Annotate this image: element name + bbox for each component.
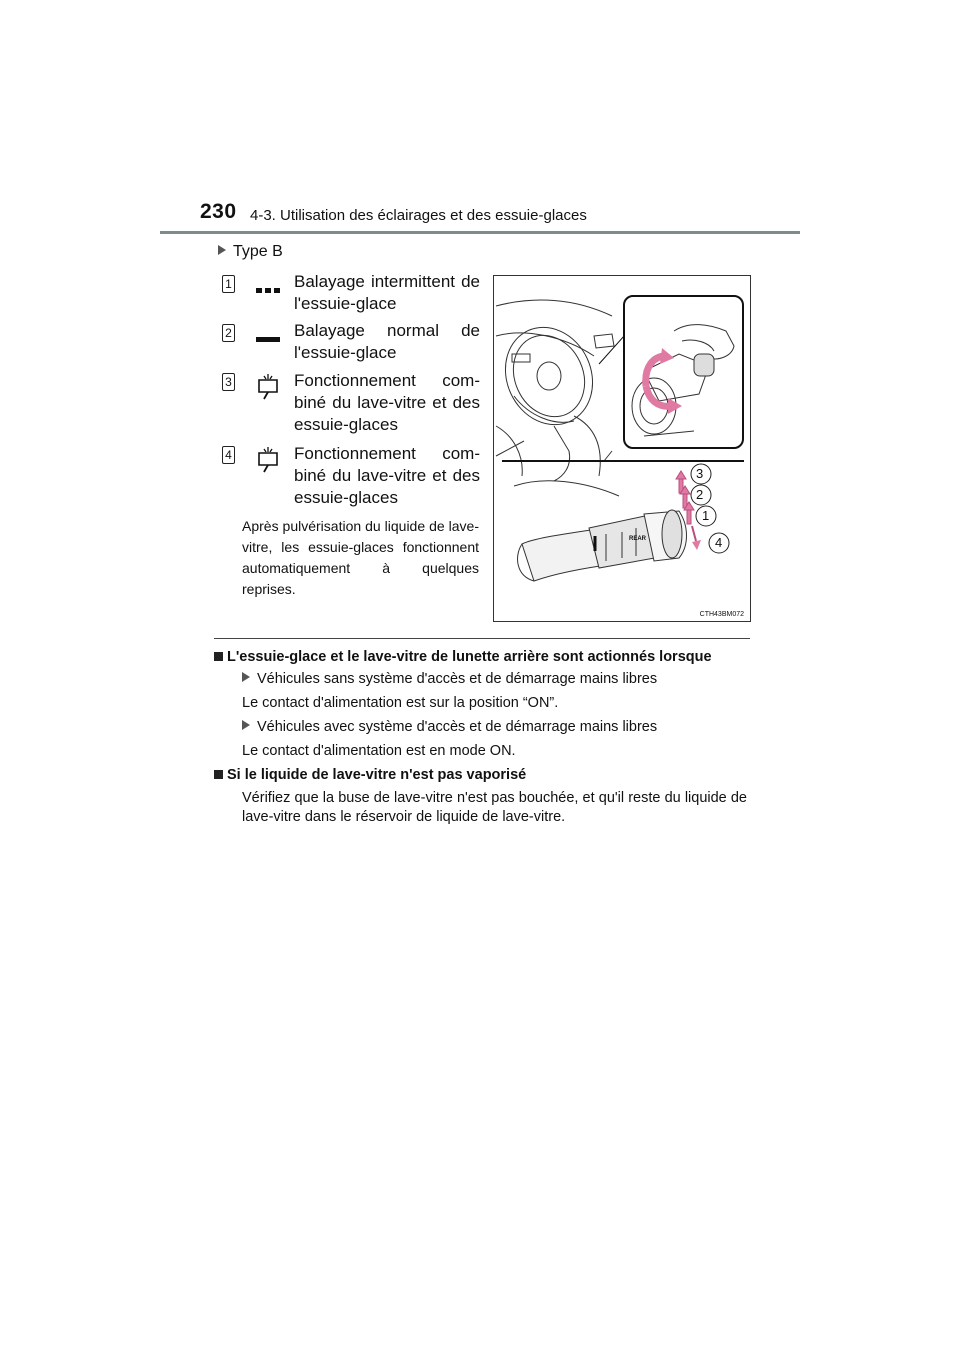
rear-label: REAR [629,536,647,542]
condition-without-smart-key: Véhicules sans système d'accès et de démarrage mains libres [242,671,657,687]
page-number: 230 [200,200,237,223]
header-divider [160,231,800,234]
washer-fluid-paragraph: Vérifiez que la buse de lave-vitre n'est pas bouchée, et qu'il reste du liquide de lave-vitre dans le réservoir de liquide de lave-vitre. [242,790,747,825]
condition-with-smart-key: Véhicules avec système d'accès et de démarrage mains libres [242,719,657,735]
callout-2: 2 [696,487,704,502]
callout-4: 4 [715,535,723,550]
item-text-4: Fonctionnement com- biné du lave-vitre et des essuie-glaces [294,444,480,507]
callout-3: 3 [696,466,704,481]
washer-icon [256,370,280,405]
item-number-4: 4 [222,446,235,464]
condition-text-on-mode: Le contact d'alimentation est en mode ON. [242,743,516,759]
square-bullet-icon [214,652,223,661]
wiper-lever-illustration [493,275,751,622]
condition-text-on-position: Le contact d'alimentation est sur la position “ON”. [242,695,559,711]
chapter-title: 4-3. Utilisation des éclairages et des essuie-glaces [250,207,587,224]
triangle-bullet-icon [218,245,226,255]
item-text-1: Balayage intermittent de l'essuie-glace [294,272,480,313]
section-divider [214,638,750,639]
illustration-code: CTH43BM072 [699,611,744,618]
intermittent-wipe-icon [256,281,280,299]
triangle-bullet-icon [242,720,250,730]
washer-icon [256,443,280,478]
section-heading-washer-fluid: Si le liquide de lave-vitre n'est pas vaporisé [214,767,526,783]
section-heading-rear-wiper: L'essuie-glace et le lave-vitre de lunette arrière sont actionnés lorsque [214,649,712,665]
type-b-label: Type B [218,243,283,261]
item-number-1: 1 [222,275,235,293]
item-number-3: 3 [222,373,235,391]
callout-1: 1 [702,508,710,523]
normal-wipe-icon [256,330,280,348]
item-number-2: 2 [222,324,235,342]
item-text-2: Balayage normal de l'essuie-glace [294,321,480,362]
auto-wipe-note: Après pulvérisation du liquide de lave-vitre, les essuie-glaces fonctionnent automatiquement à quelques reprises. [242,518,479,597]
triangle-bullet-icon [242,672,250,682]
square-bullet-icon [214,770,223,779]
item-text-3: Fonctionnement com- biné du lave-vitre et des essuie-glaces [294,371,480,434]
